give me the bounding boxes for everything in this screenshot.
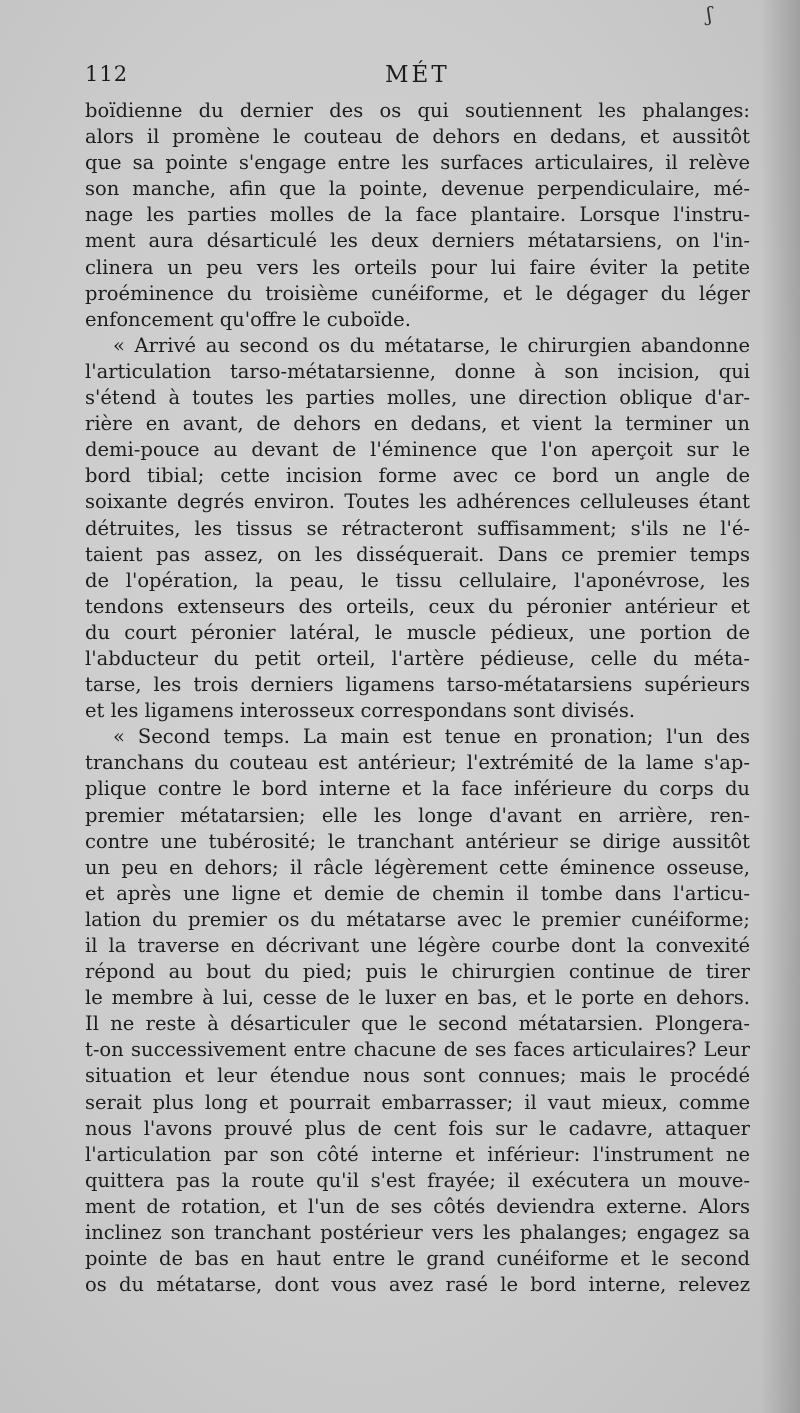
text-line: plique contre le bord interne et la face inférieure du corps du: [85, 777, 750, 801]
text-line: ment de rotation, et l'un de ses côtés deviendra externe. Alors: [85, 1194, 750, 1218]
running-head: MÉT: [385, 62, 450, 88]
text-line: son manche, afin que la pointe, devenue perpendiculaire, mé-: [85, 177, 750, 201]
text-line: de l'opération, la peau, le tissu cellulaire, l'aponévrose, les: [85, 568, 750, 592]
body-text: [85, 98, 750, 1298]
text-line: un peu en dehors; il râcle légèrement cette éminence osseuse,: [85, 855, 750, 879]
text-line: il la traverse en décrivant une légère courbe dont la convexité: [85, 934, 750, 957]
text-line: boïdienne du dernier des os qui soutiennent les phalanges:: [85, 99, 750, 122]
text-line: lation du premier os du métatarse avec le premier cunéiforme;: [85, 907, 750, 931]
text-line: s'étend à toutes les parties molles, une direction oblique d'ar-: [85, 386, 750, 410]
text-line: rière en avant, de dehors en dedans, et vient la terminer un: [85, 412, 750, 436]
paragraph-last-line: enfoncement qu'offre le cuboïde.: [85, 307, 411, 331]
text-line: Il ne reste à désarticuler que le second métatarsien. Plongera-: [85, 1012, 750, 1036]
text-line: clinera un peu vers les orteils pour lui faire éviter la petite: [85, 255, 750, 279]
text-line: tendons extenseurs des orteils, ceux du péronier antérieur et: [85, 594, 750, 618]
text-line: situation et leur étendue nous sont connues; mais le procédé: [85, 1064, 750, 1088]
text-line: quittera pas la route qu'il s'est frayée; il exécutera un mouve-: [85, 1168, 750, 1192]
text-line: l'abducteur du petit orteil, l'artère pédieuse, celle du méta-: [85, 646, 750, 670]
text-line: l'articulation tarso-métatarsienne, donne à son incision, qui: [85, 359, 750, 383]
text-line: l'articulation par son côté interne et inférieur: l'instrument ne: [85, 1142, 750, 1166]
text-line: os du métatarse, dont vous avez rasé le bord interne, relevez: [85, 1273, 750, 1297]
text-line: que sa pointe s'engage entre les surfaces articulaires, il relève: [85, 151, 750, 175]
text-line: bord tibial; cette incision forme avec ce bord un angle de: [85, 464, 750, 488]
text-line: t-on successivement entre chacune de ses faces articulaires? Leur: [85, 1038, 750, 1062]
text-line: pointe de bas en haut entre le grand cunéiforme et le second: [85, 1247, 750, 1271]
text-line: proéminence du troisième cunéiforme, et le dégager du léger: [85, 281, 750, 305]
paragraph-first-line: « Arrivé au second os du métatarse, le chirurgien abandonne: [113, 333, 750, 357]
text-line: taient pas assez, on les disséquerait. Dans ce premier temps: [85, 542, 750, 566]
text-line: du court péronier latéral, le muscle pédieux, une portion de: [85, 620, 750, 644]
page-header: [85, 62, 750, 94]
text-line: nage les parties molles de la face plantaire. Lorsque l'instru-: [85, 203, 750, 227]
text-line: le membre à lui, cesse de le luxer en bas, et le porte en dehors.: [85, 986, 750, 1010]
text-line: demi-pouce au devant de l'éminence que l'on aperçoit sur le: [85, 438, 750, 462]
text-line: inclinez son tranchant postérieur vers les phalanges; engagez sa: [85, 1221, 750, 1245]
paragraph-first-line: « Second temps. La main est tenue en pronation; l'un des: [113, 725, 750, 749]
text-line: tranchans du couteau est antérieur; l'extrémité de la lame s'ap-: [85, 751, 750, 775]
paragraph-last-line: et les ligamens interosseux correspondans sont divisés.: [85, 699, 636, 723]
text-line: serait plus long et pourrait embarrasser; il vaut mieux, comme: [85, 1090, 750, 1114]
text-line: et après une ligne et demie de chemin il tombe dans l'articu-: [85, 881, 750, 905]
text-line: ment aura désarticulé les deux derniers métatarsiens, on l'in-: [85, 229, 750, 253]
text-line: tarse, les trois derniers ligamens tarso-métatarsiens supérieurs: [85, 673, 750, 697]
corner-mark: ʃ: [706, 2, 712, 26]
page-number: 112: [85, 62, 129, 86]
text-line: alors il promène le couteau de dehors en dedans, et aussitôt: [85, 125, 750, 149]
text-line: répond au bout du pied; puis le chirurgien continue de tirer: [85, 960, 750, 984]
text-line: premier métatarsien; elle les longe d'avant en arrière, ren-: [85, 803, 750, 827]
text-line: contre une tubérosité; le tranchant antérieur se dirige aussitôt: [85, 829, 750, 853]
text-line: détruites, les tissus se rétracteront suffisamment; s'ils ne l'é-: [85, 516, 750, 540]
text-line: nous l'avons prouvé plus de cent fois sur le cadavre, attaquer: [85, 1116, 750, 1140]
page-edge-shadow: [760, 0, 800, 1413]
text-line: soixante degrés environ. Toutes les adhérences celluleuses étant: [85, 490, 750, 514]
